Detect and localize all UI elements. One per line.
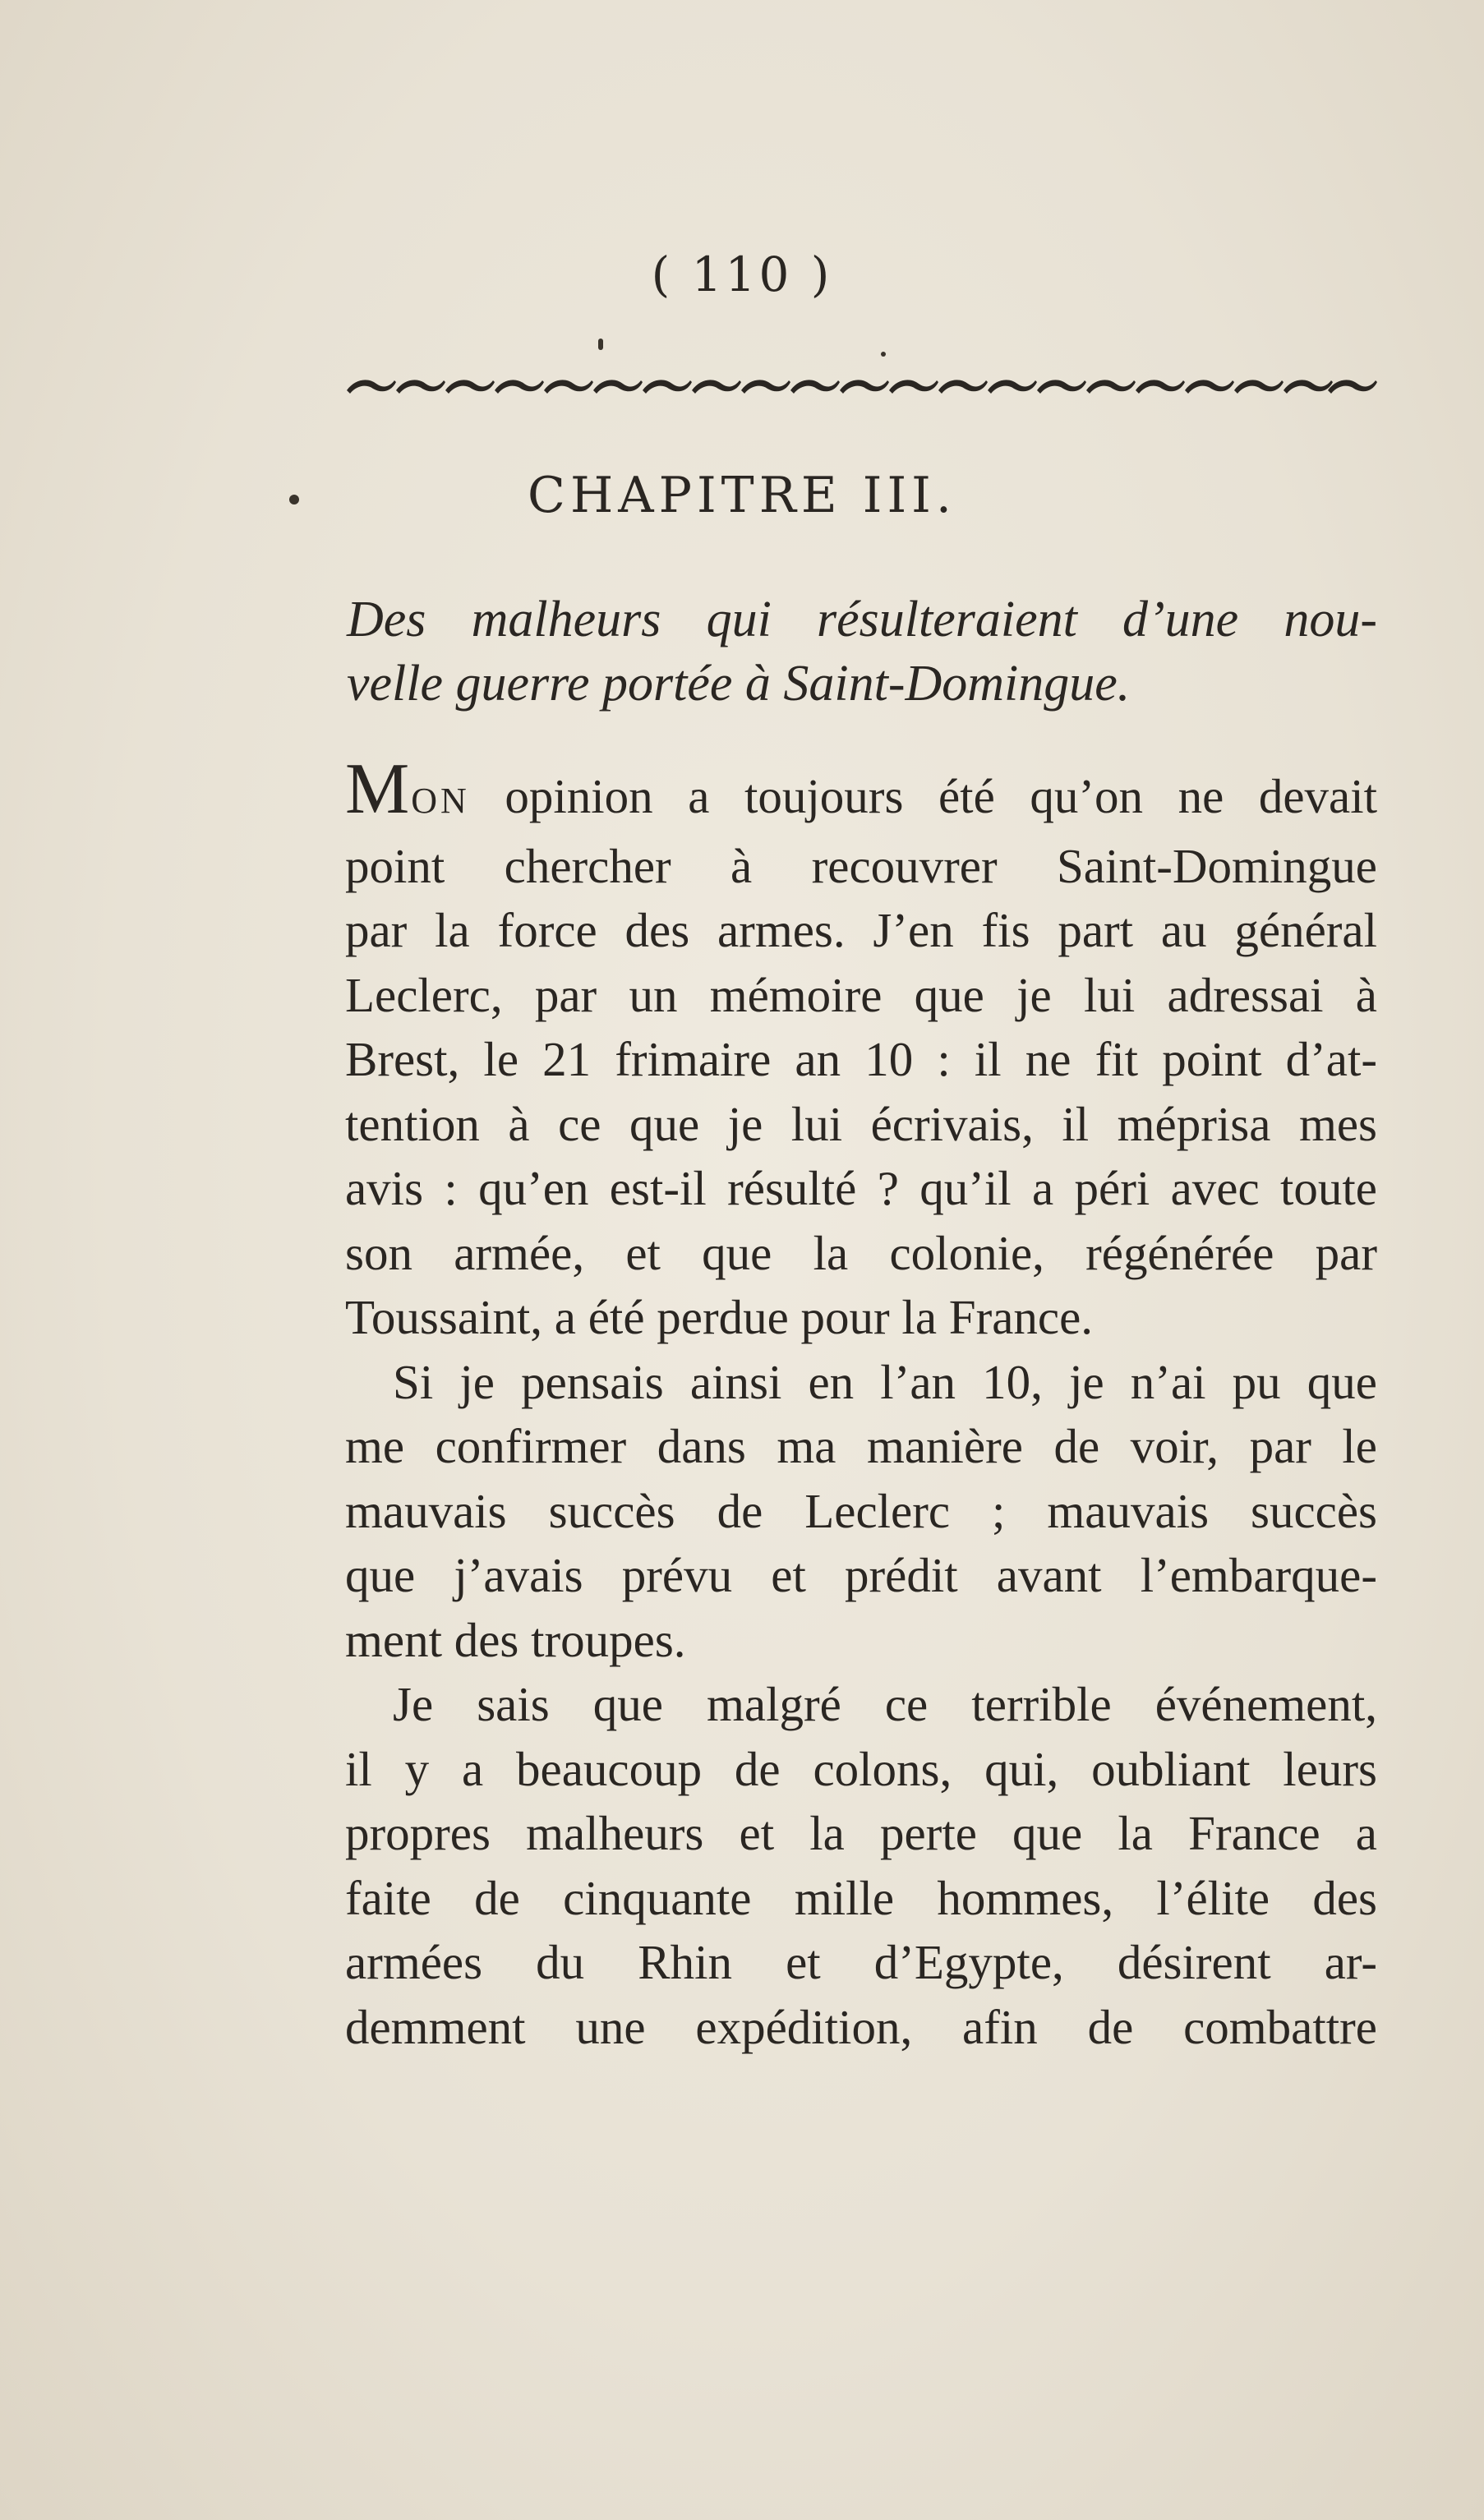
ink-speck [289,495,299,504]
text-line: Brest, le 21 frimaire an 10 : il ne fit point d’at- [345,1032,1377,1086]
ornamental-rule [347,374,1377,397]
text-line: point chercher à recouvrer Saint-Domingue [345,838,1377,893]
subtitle-line: Des malheurs qui résulteraient d’une nou- [347,592,1377,647]
text-line: demment une expédition, afin de combattre [345,1999,1377,2054]
text-line: mauvais succès de Leclerc ; mauvais succès [345,1483,1377,1538]
drop-cap: M [345,749,412,829]
text-line: son armée, et que la colonie, régénérée par [345,1225,1377,1280]
text-line: ment des troupes. [345,1612,686,1667]
text-line: armées du Rhin et d’Egypte, désirent ar- [345,1935,1377,1989]
text-line: par la force des armes. J’en fis part au général [345,903,1377,957]
ink-speck [598,339,603,350]
text-line: me confirmer dans ma manière de voir, par le [345,1419,1377,1473]
subtitle-line: velle guerre portée à Saint-Domingue. [347,656,1131,712]
text-line: Toussaint, a été perdue pour la France. [345,1290,1094,1344]
ink-speck [881,352,886,357]
text-line: que j’avais prévu et prédit avant l’embarque- [345,1548,1377,1602]
text-line: il y a beaucoup de colons, qui, oubliant leurs [345,1741,1377,1796]
page-number: ( 110 ) [651,246,833,302]
body-text [345,749,1377,2059]
text-line: tention à ce que je lui écrivais, il méprisa mes [345,1096,1377,1151]
text-line: propres malheurs et la perte que la France a [345,1806,1377,1860]
small-caps: ON [411,781,470,821]
text-line [345,749,1377,834]
text-line: avis : qu’en est-il résulté ? qu’il a péri avec toute [345,1161,1377,1215]
text-line: Je sais que malgré ce terrible événement, [393,1677,1377,1731]
text-line: faite de cinquante mille hommes, l’élite des [345,1870,1377,1925]
text-line: Si je pensais ainsi en l’an 10, je n’ai pu que [393,1354,1377,1409]
first-line-text: opinion a toujours été qu’on ne devait [469,769,1377,823]
text-line: Leclerc, par un mémoire que je lui adressai à [345,967,1377,1022]
chapter-subtitle [347,587,1377,716]
chapter-title: CHAPITRE III. [528,467,956,524]
